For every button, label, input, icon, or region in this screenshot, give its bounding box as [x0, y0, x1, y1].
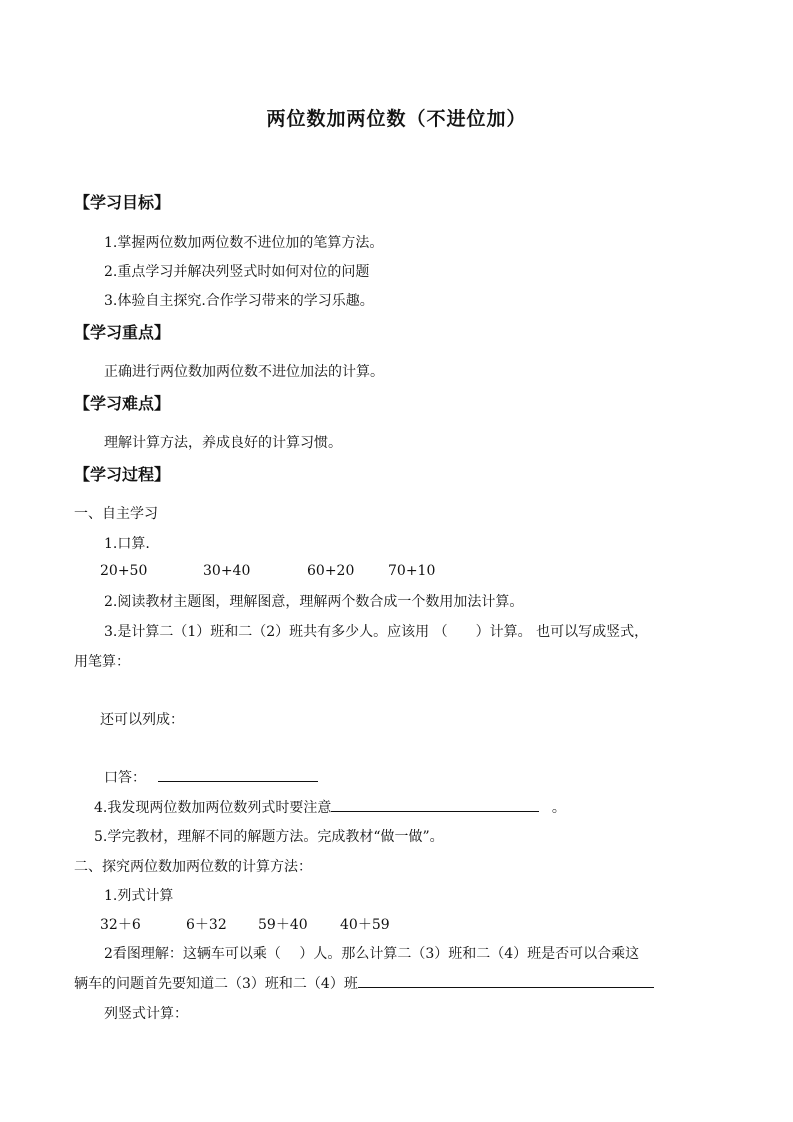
calc-expr: 32＋6: [100, 917, 141, 933]
item2-blank[interactable]: [358, 973, 654, 988]
part1-item5: 5.学完教材，理解不同的解题方法。完成教材“做一做”。: [94, 829, 444, 845]
part1-item4: 4.我发现两位数加两位数列式时要注意: [94, 800, 332, 816]
answer-line: [104, 767, 318, 787]
answer-label: 口答：: [104, 770, 146, 786]
mental-expr: 70+10: [388, 563, 436, 579]
vertical-calc-label: 列竖式计算：: [104, 1006, 188, 1022]
part2-item2-line2: 辆车的问题首先要知道二（3）班和二（4）班: [74, 976, 358, 992]
answer-blank[interactable]: [158, 767, 318, 782]
goal-item-3: 3.体验自主探究.合作学习带来的学习乐趣。: [104, 293, 374, 309]
section-process: 【学习过程】: [74, 465, 171, 484]
part2-item1: 1.列式计算: [104, 888, 174, 904]
section-goals: 【学习目标】: [74, 193, 171, 212]
part1-item2: 2.阅读教材主题图，理解图意，理解两个数合成一个数用加法计算。: [104, 594, 524, 610]
item4-blank[interactable]: [331, 797, 539, 812]
key-text: 正确进行两位数加两位数不进位加法的计算。: [104, 364, 384, 380]
goal-item-2: 2.重点学习并解决列竖式时如何对位的问题: [104, 264, 370, 280]
part1-item3-line1: 3.是计算二（1）班和二（2）班共有多少人。应该用 （ ）计算。 也可以写成竖式，: [104, 624, 649, 640]
part2-item2-line1: 2看图理解：这辆车可以乘（ ）人。那么计算二（3）班和二（4）班是否可以合乘这: [104, 946, 640, 962]
mental-expr: 20+50: [100, 563, 148, 579]
part2-item2-line2-wrap: [74, 973, 654, 993]
mental-expr: 30+40: [203, 563, 251, 579]
part1-heading: 一、自主学习: [74, 506, 158, 522]
part2-heading: 二、探究两位数加两位数的计算方法：: [74, 859, 312, 875]
difficulty-text: 理解计算方法，养成良好的计算习惯。: [104, 435, 342, 451]
page-title: 两位数加两位数（不进位加）: [266, 108, 527, 130]
calc-expr: 40＋59: [340, 917, 390, 933]
also-label: 还可以列成：: [100, 712, 184, 728]
goal-item-1: 1.掌握两位数加两位数不进位加的笔算方法。: [104, 235, 384, 251]
section-key: 【学习重点】: [74, 323, 171, 342]
section-difficulty: 【学习难点】: [74, 394, 171, 413]
part1-item3-line2: 用笔算：: [74, 654, 130, 670]
mental-math-row: [100, 563, 435, 579]
mental-expr: 60+20: [307, 563, 355, 579]
part1-item4-line: [94, 797, 566, 817]
calc-expr: 6＋32: [186, 917, 227, 933]
calc-expr: 59＋40: [258, 917, 308, 933]
expr-row: [100, 914, 390, 934]
item4-end: 。: [551, 800, 566, 816]
part1-item1: 1.口算.: [104, 536, 150, 552]
